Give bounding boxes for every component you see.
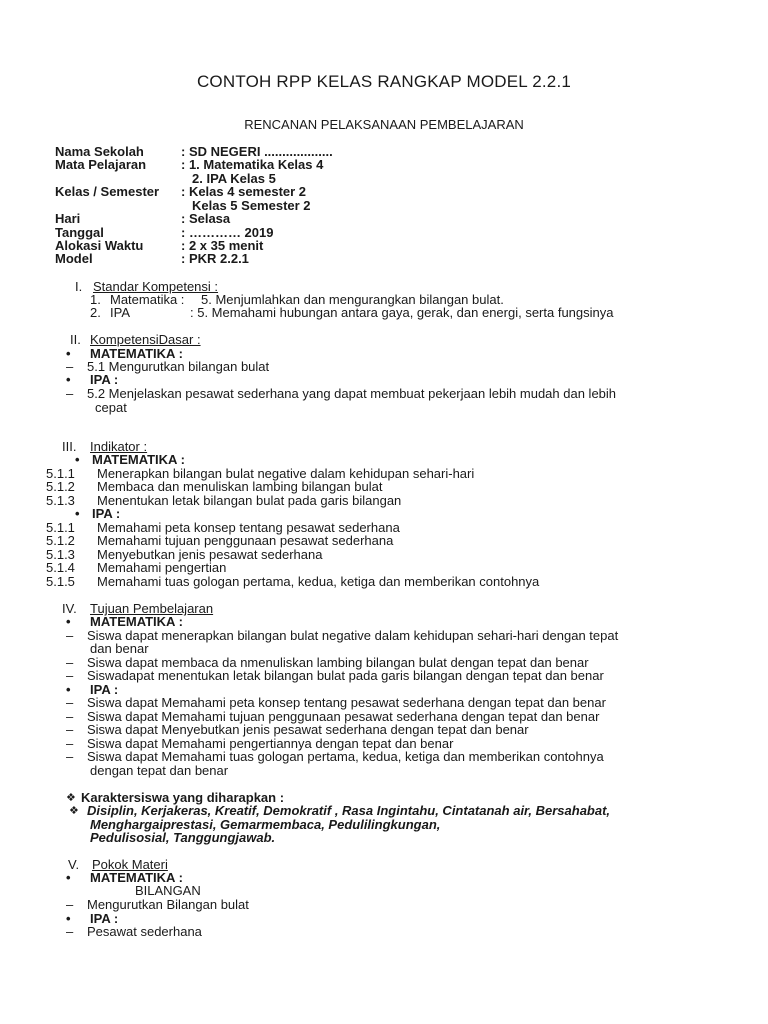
bullet-icon: • bbox=[66, 614, 71, 629]
list-text: cepat bbox=[95, 400, 127, 415]
indicator-text: Memahami peta konsep tentang pesawat sederhana bbox=[97, 520, 400, 535]
list-text: 5.2 Menjelaskan pesawat sederhana yang dapat membuat pekerjaan lebih mudah dan lebih bbox=[87, 386, 617, 401]
dash-icon: – bbox=[66, 628, 74, 643]
identity-label: Tanggal bbox=[55, 225, 104, 240]
dash-icon: – bbox=[66, 359, 74, 374]
list-text: 5.1 Mengurutkan bilangan bulat bbox=[87, 359, 270, 374]
identity-label: Alokasi Waktu bbox=[55, 238, 144, 253]
dash-icon: – bbox=[66, 736, 74, 751]
indicator-text: Menentukan letak bilangan bulat pada garis bilangan bbox=[97, 493, 402, 508]
indicator-text: Memahami tujuan penggunaan pesawat sederhana bbox=[97, 533, 394, 548]
identity-value: 2. IPA Kelas 5 bbox=[192, 171, 276, 186]
identity-label: Model bbox=[55, 251, 93, 266]
subject-label: MATEMATIKA : bbox=[90, 870, 183, 885]
list-text: Siswa dapat menerapkan bilangan bulat negative dalam kehidupan sehari-hari dengan tepat bbox=[87, 628, 619, 643]
indicator-code: 5.1.2 bbox=[46, 533, 75, 548]
list-text: dengan tepat dan benar bbox=[90, 763, 229, 778]
list-text: Siswa dapat Memahami pengertiannya dengan tepat dan benar bbox=[87, 736, 454, 751]
subject-label: MATEMATIKA : bbox=[90, 614, 183, 629]
identity-label: Hari bbox=[55, 211, 81, 226]
identity-value: : ………… 2019 bbox=[181, 225, 274, 240]
identity-value: : Kelas 4 semester 2 bbox=[181, 184, 307, 199]
indicator-text: Membaca dan menuliskan lambing bilangan bulat bbox=[97, 479, 383, 494]
diamond-bullet-icon: ❖ bbox=[69, 805, 79, 817]
section-number: III. bbox=[62, 439, 77, 454]
list-text: Siswa dapat membaca da nmenuliskan lambing bilangan bulat dengan tepat dan benar bbox=[87, 655, 589, 670]
section-heading: Tujuan Pembelajaran bbox=[90, 601, 214, 616]
dash-icon: – bbox=[66, 386, 74, 401]
identity-value: : PKR 2.2.1 bbox=[181, 251, 249, 266]
list-text: 5. Menjumlahkan dan mengurangkan bilangan bulat. bbox=[201, 292, 504, 307]
subject-label: IPA : bbox=[90, 682, 119, 697]
dash-icon: – bbox=[66, 749, 74, 764]
identity-value: : SD NEGERI ................... bbox=[181, 144, 333, 159]
indicator-code: 5.1.1 bbox=[46, 466, 75, 481]
indicator-code: 5.1.4 bbox=[46, 560, 75, 575]
bullet-icon: • bbox=[66, 911, 71, 926]
list-number: 2. bbox=[90, 305, 101, 320]
dash-icon: – bbox=[66, 897, 74, 912]
indicator-code: 5.1.3 bbox=[46, 547, 75, 562]
subject-label: MATEMATIKA : bbox=[92, 452, 185, 467]
indicator-code: 5.1.1 bbox=[46, 520, 75, 535]
list-text: Siswadapat menentukan letak bilangan bulat pada garis bilangan dengan tepat dan benar bbox=[87, 668, 604, 683]
section-number: I. bbox=[75, 279, 83, 294]
section-heading: Standar Kompetensi : bbox=[93, 279, 219, 294]
section-heading: Pokok Materi bbox=[92, 857, 168, 872]
document-subtitle: RENCANAN PELAKSANAAN PEMBELAJARAN bbox=[244, 117, 524, 132]
indicator-code: 5.1.2 bbox=[46, 479, 75, 494]
identity-value: Kelas 5 Semester 2 bbox=[192, 198, 311, 213]
karakter-text: Menghargaiprestasi, Gemarmembaca, Pedulilingkungan, bbox=[90, 817, 441, 832]
subject-label: IPA : bbox=[90, 911, 119, 926]
list-text: Mengurutkan Bilangan bulat bbox=[87, 897, 249, 912]
identity-label: Mata Pelajaran bbox=[55, 157, 147, 172]
identity-value: : 1. Matematika Kelas 4 bbox=[181, 157, 324, 172]
karakter-text: Disiplin, Kerjakeras, Kreatif, Demokratif , Rasa Ingintahu, Cintatanah air, Bersahabat, bbox=[87, 803, 611, 818]
diamond-bullet-icon: ❖ bbox=[66, 792, 76, 804]
indicator-code: 5.1.5 bbox=[46, 574, 75, 589]
section-number: II. bbox=[70, 332, 81, 347]
section-heading: KompetensiDasar : bbox=[90, 332, 201, 347]
dash-icon: – bbox=[66, 924, 74, 939]
bullet-icon: • bbox=[66, 870, 71, 885]
subject-label: MATEMATIKA : bbox=[90, 346, 183, 361]
dash-icon: – bbox=[66, 655, 74, 670]
karakter-text: Pedulisosial, Tanggungjawab. bbox=[90, 830, 276, 845]
dash-icon: – bbox=[66, 695, 74, 710]
list-subject: IPA bbox=[110, 305, 130, 320]
bullet-icon: • bbox=[66, 346, 71, 361]
list-text: Siswa dapat Menyebutkan jenis pesawat sederhana dengan tepat dan benar bbox=[87, 722, 529, 737]
list-text: Siswa dapat Memahami peta konsep tentang pesawat sederhana dengan tepat dan benar bbox=[87, 695, 606, 710]
topic-title: BILANGAN bbox=[135, 883, 201, 898]
bullet-icon: • bbox=[66, 372, 71, 387]
indicator-text: Menyebutkan jenis pesawat sederhana bbox=[97, 547, 323, 562]
list-subject: Matematika : bbox=[110, 292, 185, 307]
bullet-icon: • bbox=[75, 506, 80, 521]
list-text: : 5. Memahami hubungan antara gaya, gerak, dan energi, serta fungsinya bbox=[190, 305, 614, 320]
list-text: Siswa dapat Memahami tujuan penggunaan pesawat sederhana dengan tepat dan benar bbox=[87, 709, 600, 724]
identity-label: Nama Sekolah bbox=[55, 144, 144, 159]
indicator-text: Memahami pengertian bbox=[97, 560, 227, 575]
identity-value: : 2 x 35 menit bbox=[181, 238, 264, 253]
identity-value: : Selasa bbox=[181, 211, 231, 226]
list-text: Pesawat sederhana bbox=[87, 924, 202, 939]
indicator-text: Menerapkan bilangan bulat negative dalam kehidupan sehari-hari bbox=[97, 466, 475, 481]
list-text: Siswa dapat Memahami tuas gologan pertama, kedua, ketiga dan memberikan contohnya bbox=[87, 749, 604, 764]
dash-icon: – bbox=[66, 709, 74, 724]
section-heading: Indikator : bbox=[90, 439, 148, 454]
dash-icon: – bbox=[66, 722, 74, 737]
bullet-icon: • bbox=[75, 452, 80, 467]
bullet-icon: • bbox=[66, 682, 71, 697]
indicator-text: Memahami tuas gologan pertama, kedua, ketiga dan memberikan contohnya bbox=[97, 574, 540, 589]
subject-label: IPA : bbox=[92, 506, 121, 521]
karakter-heading: Karaktersiswa yang diharapkan : bbox=[81, 790, 285, 805]
list-number: 1. bbox=[90, 292, 101, 307]
section-number: IV. bbox=[62, 601, 77, 616]
indicator-code: 5.1.3 bbox=[46, 493, 75, 508]
dash-icon: – bbox=[66, 668, 74, 683]
list-text: dan benar bbox=[90, 641, 149, 656]
document-title: CONTOH RPP KELAS RANGKAP MODEL 2.2.1 bbox=[196, 72, 572, 91]
section-number: V. bbox=[68, 857, 80, 872]
subject-label: IPA : bbox=[90, 372, 119, 387]
identity-label: Kelas / Semester bbox=[55, 184, 160, 199]
